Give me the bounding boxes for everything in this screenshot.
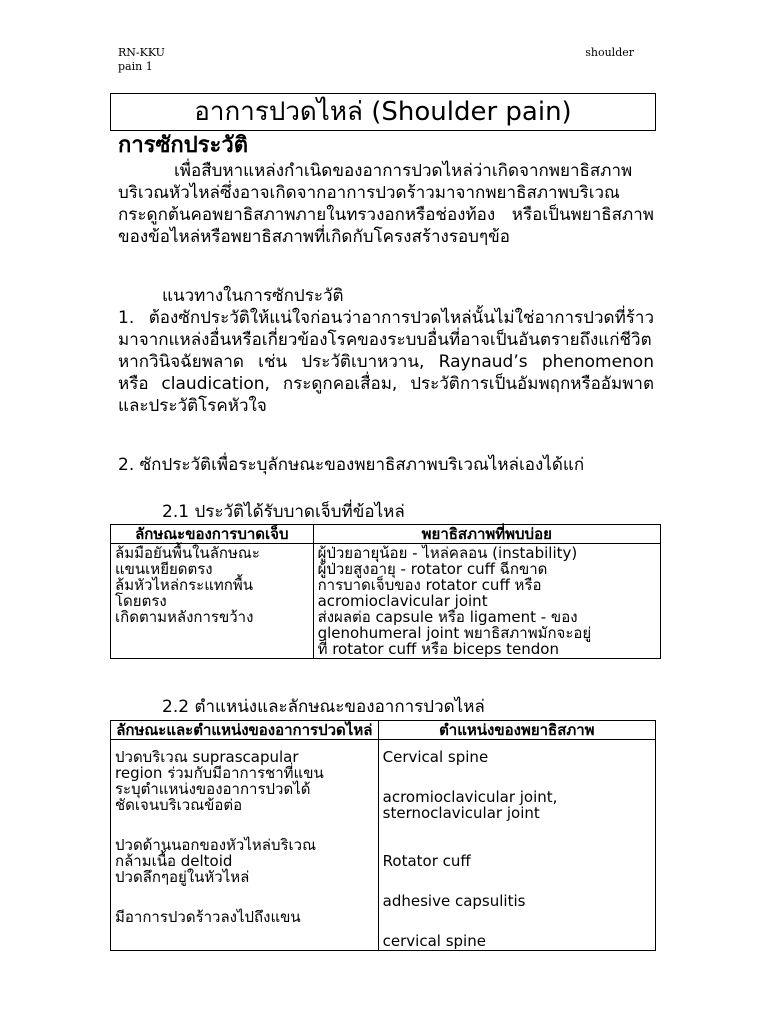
section-title: การซักประวัติ bbox=[118, 133, 248, 158]
table-row bbox=[111, 544, 661, 659]
injury-table-header bbox=[111, 525, 661, 544]
cell-line: ผู้ป่วยสูงอายุ - rotator cuff ฉีกขาด bbox=[317, 560, 548, 578]
pain-location-table bbox=[110, 720, 656, 951]
subheading-2-2: 2.2 ตำแหน่งและลักษณะของอาการปวดไหล่ bbox=[162, 697, 485, 717]
cell-line: ระบุตำแหน่งของอาการปวดได้ bbox=[115, 780, 311, 798]
pathology-site-cell bbox=[378, 740, 655, 951]
cell-line: โดยตรง bbox=[115, 592, 167, 610]
subheading-2-1: 2.1 ประวัติได้รับบาดเจ็บที่ข้อไหล่ bbox=[162, 502, 405, 522]
cell-line: ที่ rotator cuff หรือ biceps tendon bbox=[317, 640, 559, 658]
symptom-cell bbox=[111, 740, 379, 951]
cell-line: ปวดด้านนอกของหัวไหล่บริเวณ bbox=[115, 836, 317, 854]
cell-line: sternoclavicular joint bbox=[382, 804, 540, 822]
header-page-label: pain 1 bbox=[118, 60, 153, 73]
column-header: พยาธิสภาพที่พบบ่อย bbox=[313, 525, 660, 544]
cell-line: ล้มมือยันพื้นในลักษณะ bbox=[115, 544, 260, 562]
cell-line: Rotator cuff bbox=[382, 852, 471, 870]
header-left bbox=[118, 46, 165, 74]
column-header: ลักษณะและตำแหน่งของอาการปวดไหล่ bbox=[111, 721, 379, 740]
cell-line: acromioclavicular joint, bbox=[382, 788, 558, 806]
cell-line: การบาดเจ็บของ rotator cuff หรือ bbox=[317, 576, 542, 594]
cell-line: region ร่วมกับมีอาการชาที่แขน bbox=[115, 764, 324, 782]
column-header: ตำแหน่งของพยาธิสภาพ bbox=[378, 721, 655, 740]
point-1: 1. ต้องซักประวัติให้แน่ใจก่อนว่าอาการปวดไหล่นั้นไม่ใช่อาการปวดที่ร้าวมาจากแหล่งอื่นหรือเกี่ยวข้องโรคของระบบอื่นที่อาจเป็นอันตรายถึงแก่ชีวิตหากวินิจฉัยพลาด เช่น ประวัติเบาหวาน, Raynaud’s phenomenon หรือ claudication, กระดูกคอเสื่อม, ประวัติการเป็นอัมพฤกหรืออัมพาต และประวัติโรคหัวใจ bbox=[118, 308, 654, 416]
intro-paragraph: เพื่อสืบหาแหล่งกำเนิดของอาการปวดไหล่ว่าเกิดจากพยาธิสภาพบริเวณหัวไหล่ซึ่งอาจเกิดจากอาการปวดร้าวมาจากพยาธิสภาพบริเวณกระดูกต้นคอพยาธิสภาพภายในทรวงอกหรือช่องท้อง หรือเป็นพยาธิสภาพของข้อไหล่หรือพยาธิสภาพที่เกิดกับโครงสร้างรอบๆข้อ bbox=[118, 161, 654, 247]
common-pathology-cell bbox=[313, 544, 660, 659]
header-org: RN-KKU bbox=[118, 46, 165, 59]
cell-line: cervical spine bbox=[382, 932, 486, 950]
pain-table-header bbox=[111, 721, 656, 740]
column-header: ลักษณะของการบาดเจ็บ bbox=[111, 525, 314, 544]
header-topic: shoulder bbox=[585, 46, 634, 59]
cell-line: glenohumeral joint พยาธิสภาพมักจะอยู่ bbox=[317, 624, 592, 642]
cell-line: มีอาการปวดร้าวลงไปถึงแขน bbox=[115, 908, 301, 926]
cell-line: ล้มหัวไหล่กระแทกพื้น bbox=[115, 576, 253, 594]
cell-line: acromioclavicular joint bbox=[317, 592, 488, 610]
cell-line: ปวดบริเวณ suprascapular bbox=[115, 748, 299, 766]
guideline-heading: แนวทางในการซักประวัติ bbox=[162, 286, 344, 306]
injury-table bbox=[110, 524, 661, 659]
cell-line: ผู้ป่วยอายุน้อย - ไหล่คลอน (instability) bbox=[317, 544, 578, 562]
injury-type-cell bbox=[111, 544, 314, 659]
cell-line: กล้ามเนื้อ deltoid bbox=[115, 852, 233, 870]
cell-line: ส่งผลต่อ capsule หรือ ligament - ของ bbox=[317, 608, 578, 626]
cell-line: ปวดลึกๆอยู่ในหัวไหล่ bbox=[115, 868, 250, 886]
cell-line: แขนเหยียดตรง bbox=[115, 560, 213, 578]
document-title: อาการปวดไหล่ (Shoulder pain) bbox=[110, 93, 656, 131]
cell-line: adhesive capsulitis bbox=[382, 892, 526, 910]
point-2: 2. ซักประวัติเพื่อระบุลักษณะของพยาธิสภาพบริเวณไหล่เองได้แก่ bbox=[118, 455, 585, 475]
cell-line: Cervical spine bbox=[382, 748, 489, 766]
table-row bbox=[111, 740, 656, 951]
cell-line: เกิดตามหลังการขว้าง bbox=[115, 608, 254, 626]
cell-line: ชัดเจนบริเวณข้อต่อ bbox=[115, 796, 243, 814]
